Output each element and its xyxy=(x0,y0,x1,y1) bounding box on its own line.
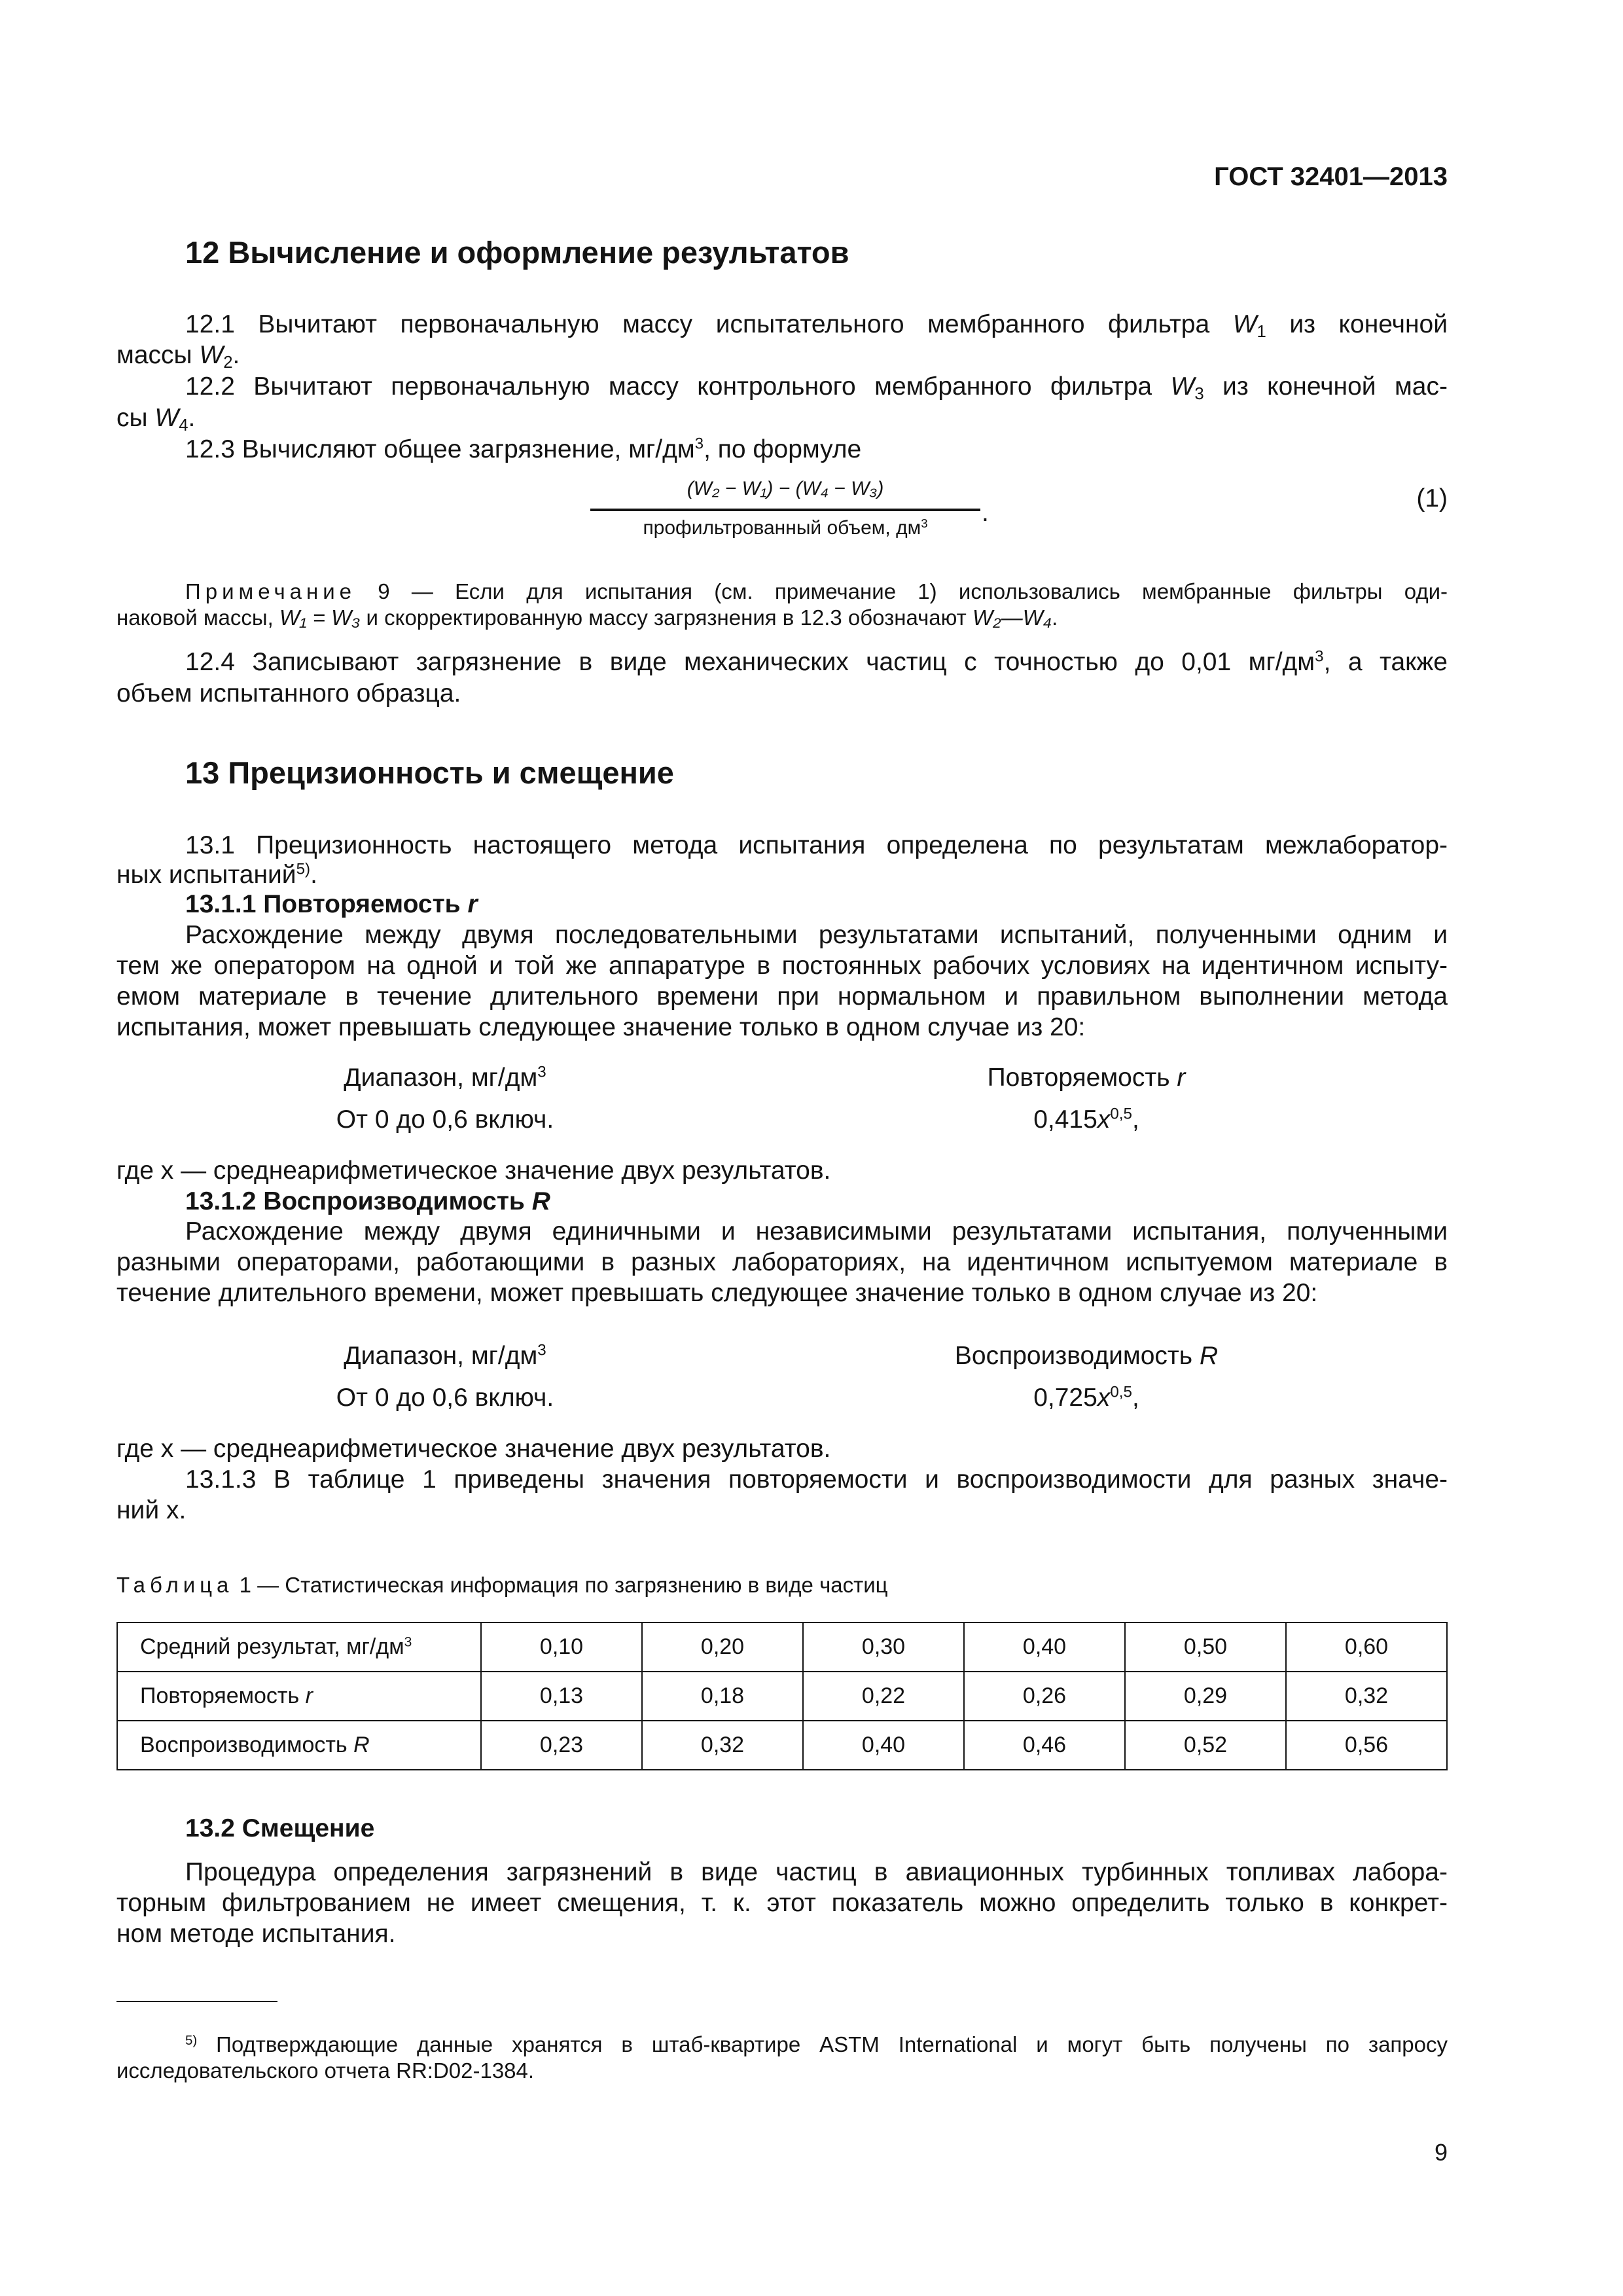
statistics-table xyxy=(116,1622,1448,1770)
note-9-line-2: наковой массы, W₁ = W₃ и скорректированную массу загрязнения в 12.3 обозначают W₂—W₄. xyxy=(116,605,1058,630)
paragraph-13-1-1-line-1: Расхождение между двумя последовательными результатами испытаний, полученными одним и xyxy=(185,921,1448,949)
formula-numerator: (W₂ − W₁) − (W₄ − W₃) xyxy=(687,478,884,499)
table-cell: 0,60 xyxy=(1286,1623,1447,1672)
table-cell: 0,52 xyxy=(1125,1721,1286,1770)
table-1-caption: Таблица 1 — Статистическая информация по загрязнению в виде частиц xyxy=(116,1573,888,1597)
paragraph-13-1-2-line-3: течение длительного времени, может превышать следующее значение только в одном случае из 20: xyxy=(116,1279,1318,1307)
table-row-label: Средний результат, $мг/дм^3$ xyxy=(117,1623,481,1672)
table-row-label: Воспроизводимость R xyxy=(117,1721,481,1770)
table-cell: 0,32 xyxy=(1286,1672,1447,1721)
reproducibility-formula: $0,725x^{0,5}$, xyxy=(1033,1383,1139,1412)
table-cell: 0,32 xyxy=(642,1721,803,1770)
table-cell: 0,46 xyxy=(964,1721,1125,1770)
table-cell: 0,10 xyxy=(481,1623,642,1672)
table-cell: 0,29 xyxy=(1125,1672,1286,1721)
table-cell: 0,13 xyxy=(481,1672,642,1721)
note-9-line-1: Примечание 9 — Если для испытания (см. примечание 1) использовались мембранные фильтры оди- xyxy=(185,579,1448,603)
paragraph-13-1-3-line-2: ний x. xyxy=(116,1496,187,1524)
repeatability-range-value: От 0 до 0,6 включ. xyxy=(336,1105,554,1134)
table-cell: 0,26 xyxy=(964,1672,1125,1721)
paragraph-13-2-line-1: Процедура определения загрязнений в виде частиц в авиационных турбинных топливах лабора- xyxy=(185,1858,1448,1886)
fraction-line xyxy=(590,509,980,511)
reproducibility-range-value: От 0 до 0,6 включ. xyxy=(336,1384,554,1412)
paragraph-13-1-2-line-1: Расхождение между двумя единичными и независимыми результатами испытания, полученными xyxy=(185,1217,1448,1246)
subsection-13-1-1-heading: 13.1.1 Повторяемость r xyxy=(185,890,478,918)
table-cell: 0,22 xyxy=(803,1672,964,1721)
reproducibility-value-header: Воспроизводимость R xyxy=(954,1342,1219,1370)
paragraph-13-1-line-2: ных испытаний$^{5)}$. xyxy=(116,860,317,889)
paragraph-13-1-1-line-3: емом материале в течение длительного времени при нормальном и правильном выполнении метода xyxy=(116,982,1448,1011)
footnote-line-1: $^{5)}$ Подтверждающие данные хранятся в штаб-квартире ASTM International и могут быть получены по запросу xyxy=(185,2032,1448,2056)
table-cell: 0,30 xyxy=(803,1623,964,1672)
reproducibility-where-note: где x — среднеарифметическое значение двух результатов. xyxy=(116,1435,831,1463)
paragraph-13-1-1-line-4: испытания, может превышать следующее значение только в одном случае из 20: xyxy=(116,1013,1086,1041)
paragraph-12-2-line-2: сы $W_4$. xyxy=(116,404,196,435)
paragraph-12-3: 12.3 Вычисляют общее загрязнение, $мг/дм^3$, по формуле xyxy=(185,435,862,463)
section-13-title: 13 Прецизионность и смещение xyxy=(185,755,674,790)
table-cell: 0,40 xyxy=(964,1623,1125,1672)
formula-trailing-period: . xyxy=(982,499,989,527)
section-12-title: 12 Вычисление и оформление результатов xyxy=(185,235,849,270)
formula-denominator: профильтрованный объем, $дм^3$ xyxy=(643,516,928,539)
table-cell: 0,18 xyxy=(642,1672,803,1721)
paragraph-13-2-line-2: торным фильтрованием не имеет смещения, т. к. этот показатель можно определить только в конкрет- xyxy=(116,1889,1448,1917)
footnote-separator xyxy=(116,2001,277,2002)
repeatability-where-note: где x — среднеарифметическое значение двух результатов. xyxy=(116,1157,831,1185)
paragraph-13-2-line-3: ном методе испытания. xyxy=(116,1920,396,1948)
table-cell: 0,50 xyxy=(1125,1623,1286,1672)
table-row-mean xyxy=(117,1623,1447,1672)
paragraph-13-1-3-line-1: 13.1.3 В таблице 1 приведены значения повторяемости и воспроизводимости для разных значе- xyxy=(185,1465,1448,1494)
subsection-13-1-2-heading: 13.1.2 Воспроизводимость R xyxy=(185,1187,550,1215)
table-cell: 0,20 xyxy=(642,1623,803,1672)
table-row-label: Повторяемость r xyxy=(117,1672,481,1721)
paragraph-12-4-line-2: объем испытанного образца. xyxy=(116,679,461,708)
reproducibility-range-header: Диапазон, $мг/дм^3$ xyxy=(344,1341,546,1370)
paragraph-12-4-line-1: 12.4 Записывают загрязнение в виде механических частиц с точностью до 0,01 $мг/дм^3$, а также xyxy=(185,647,1448,676)
page-number: 9 xyxy=(1434,2139,1448,2166)
repeatability-value-header: Повторяемость r xyxy=(987,1064,1186,1092)
table-cell: 0,56 xyxy=(1286,1721,1447,1770)
paragraph-12-1-line-2: массы $W_2$. xyxy=(116,341,240,372)
table-row-repeatability xyxy=(117,1672,1447,1721)
paragraph-12-1-line-1: 12.1 Вычитают первоначальную массу испытательного мембранного фильтра $W_1$ из конечной xyxy=(185,310,1448,342)
subsection-13-2-heading: 13.2 Смещение xyxy=(185,1814,375,1842)
paragraph-12-2-line-1: 12.2 Вычитают первоначальную массу контрольного мембранного фильтра $W_3$ из конечной мас- xyxy=(185,372,1448,404)
repeatability-range-header: Диапазон, $мг/дм^3$ xyxy=(344,1063,546,1092)
table-row-reproducibility xyxy=(117,1721,1447,1770)
paragraph-13-1-line-1: 13.1 Прецизионность настоящего метода испытания определена по результатам межлаборатор- xyxy=(185,831,1448,859)
table-cell: 0,40 xyxy=(803,1721,964,1770)
formula-number: (1) xyxy=(1416,484,1448,512)
repeatability-formula: $0,415x^{0,5}$, xyxy=(1033,1105,1139,1134)
paragraph-13-1-2-line-2: разными операторами, работающими в разных лабораториях, на идентичном испытуемом материале в xyxy=(116,1248,1448,1276)
paragraph-13-1-1-line-2: тем же оператором на одной и той же аппаратуре в постоянных рабочих условиях на идентичном испыту- xyxy=(116,952,1448,980)
standard-designation: ГОСТ 32401—2013 xyxy=(1214,162,1448,191)
table-cell: 0,23 xyxy=(481,1721,642,1770)
footnote-line-2: исследовательского отчета RR:D02-1384. xyxy=(116,2058,535,2083)
